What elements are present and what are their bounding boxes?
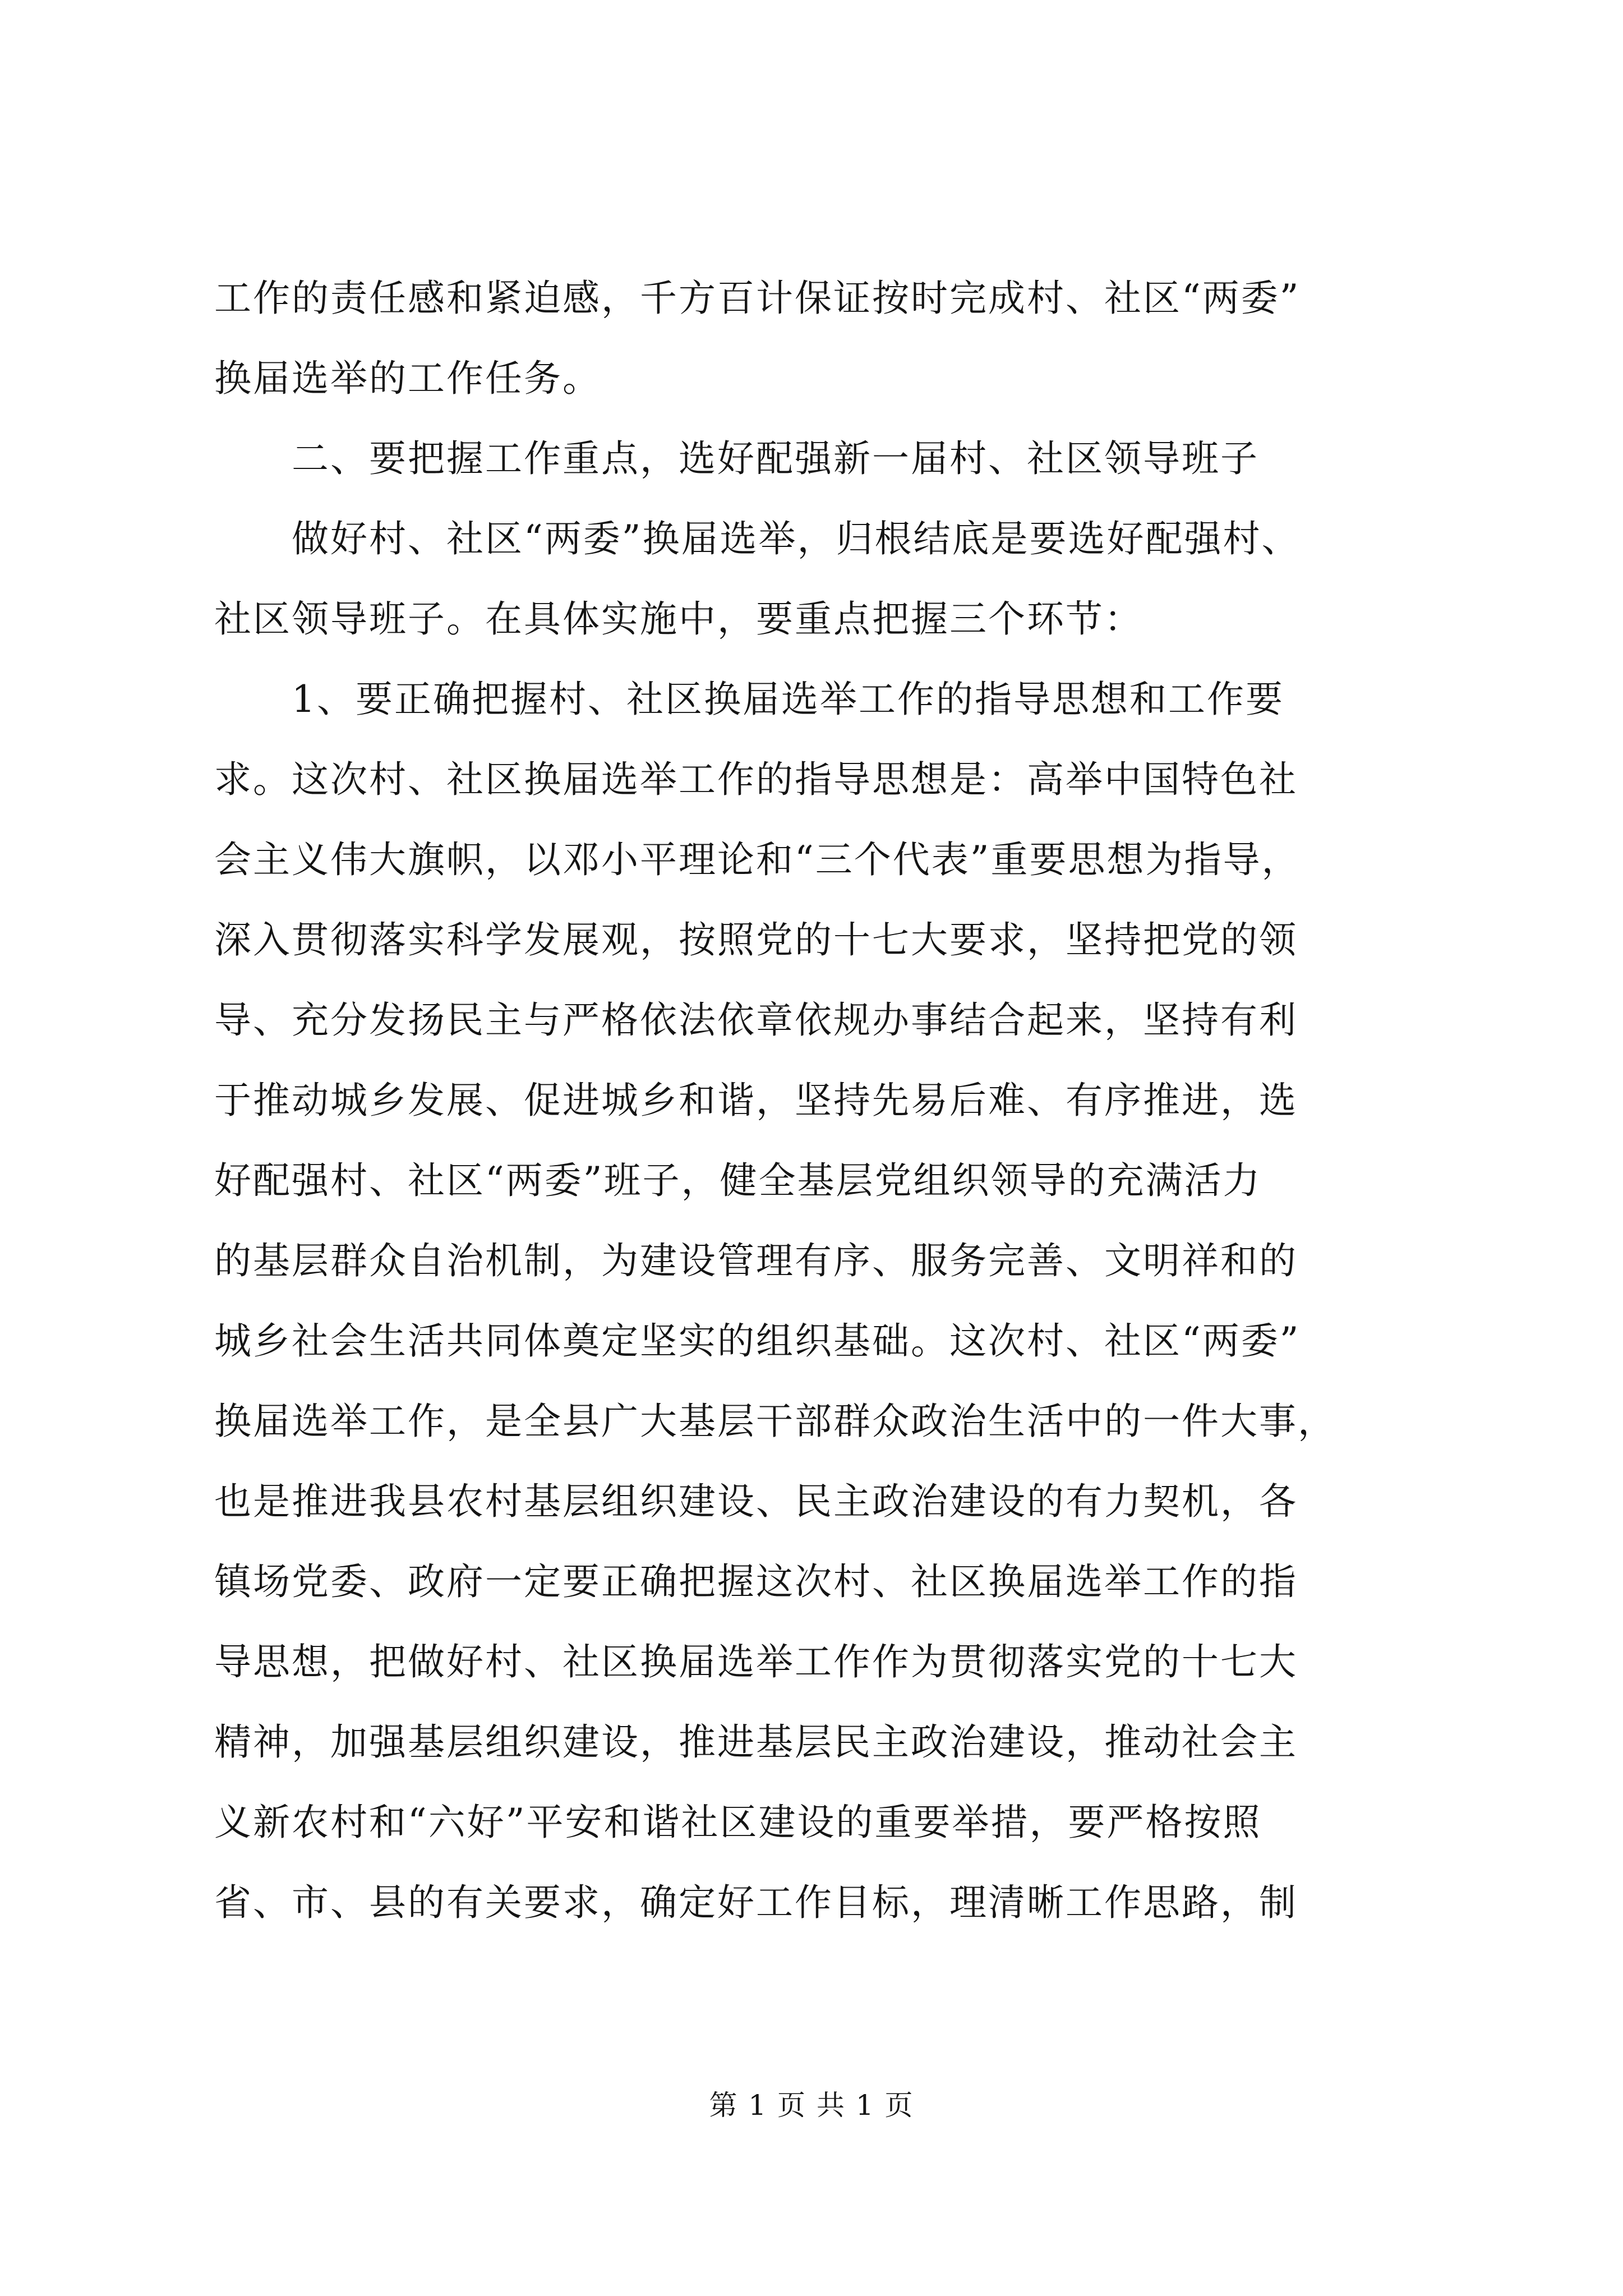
text-line: 导思想，把做好村、社区换届选举工作作为贯彻落实党的十七大 [214,1640,1298,1683]
text-line: 求。这次村、社区换届选举工作的指导思想是：高举中国特色社 [214,758,1298,801]
text-line: 省、市、县的有关要求，确定好工作目标，理清晰工作思路，制 [214,1881,1298,1924]
text-line: 深入贯彻落实科学发展观，按照党的十七大要求，坚持把党的领 [214,918,1298,961]
text-line: 工作的责任感和紧迫感，千方百计保证按时完成村、社区“两委” [214,277,1301,320]
text-line: 换届选举的工作任务。 [214,357,601,400]
text-line: 的基层群众自治机制，为建设管理有序、服务完善、文明祥和的 [214,1239,1298,1282]
text-line: 义新农村和“六好”平安和谐社区建设的重要举措，要严格按照 [214,1801,1262,1844]
text-line: 城乡社会生活共同体奠定坚实的组织基础。这次村、社区“两委” [214,1319,1301,1363]
text-line: 二、要把握工作重点，选好配强新一届村、社区领导班子 [292,437,1259,480]
text-line: 导、充分发扬民主与严格依法依章依规办事结合起来，坚持有利 [214,999,1298,1042]
text-line: 社区领导班子。在具体实施中，要重点把握三个环节： [214,597,1143,641]
text-line: 换届选举工作，是全县广大基层干部群众政治生活中的一件大事， [214,1400,1336,1443]
text-line: 精神，加强基层组织建设，推进基层民主政治建设，推动社会主 [214,1720,1298,1764]
text-line: 1、要正确把握村、社区换届选举工作的指导思想和工作要 [292,678,1284,721]
text-line: 镇场党委、政府一定要正确把握这次村、社区换届选举工作的指 [214,1560,1298,1603]
text-line: 于推动城乡发展、促进城乡和谐，坚持先易后难、有序推进，选 [214,1079,1298,1122]
text-line: 做好村、社区“两委”换届选举，归根结底是要选好配强村、 [292,517,1301,560]
text-line: 好配强村、社区“两委”班子，健全基层党组织领导的充满活力 [214,1159,1262,1202]
page-footer: 第 1 页 共 1 页 [709,2089,914,2122]
text-line: 会主义伟大旗帜，以邓小平理论和“三个代表”重要思想为指导， [214,838,1301,881]
document-body [214,258,1414,1943]
text-line: 也是推进我县农村基层组织建设、民主政治建设的有力契机，各 [214,1480,1298,1523]
